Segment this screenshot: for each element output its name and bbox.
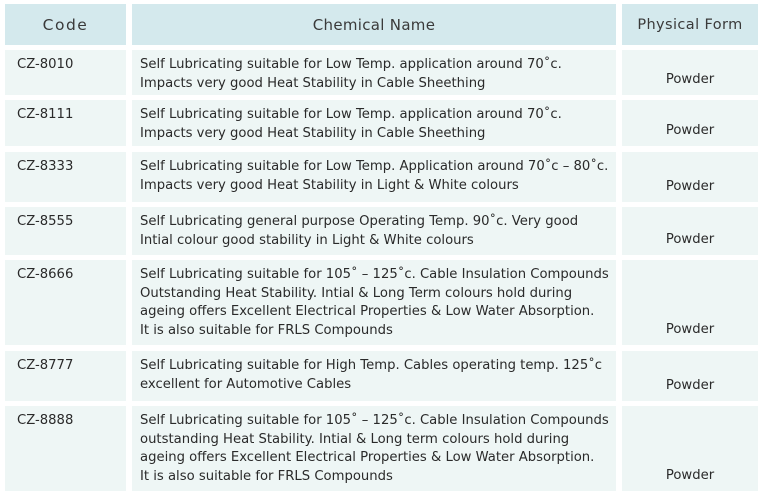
table-row-description <box>132 406 616 491</box>
physical-form-value: Powder <box>665 468 715 483</box>
table-row-description <box>132 260 616 345</box>
product-description <box>140 106 614 143</box>
description-line: Intial colour good stability in Light & White colours <box>140 232 474 248</box>
physical-form-value: Powder <box>665 322 715 337</box>
description-line: Self Lubricating suitable for 105˚ – 125˚c. Cable Insulation Compounds <box>140 413 609 428</box>
description-line: Self Lubricating suitable for Low Temp. Application around 70˚c – 80˚c. <box>140 159 609 174</box>
table-row-description <box>132 207 616 255</box>
product-description <box>140 56 614 93</box>
table-row-form <box>622 100 758 146</box>
product-code: CZ-8666 <box>17 267 74 282</box>
table-row-description <box>132 351 616 401</box>
product-description <box>140 158 614 195</box>
header-chemical-name: Chemical Name <box>132 4 616 45</box>
product-code: CZ-8777 <box>17 358 74 373</box>
physical-form-value: Powder <box>665 72 715 87</box>
description-line: It is also suitable for FRLS Compounds <box>140 468 393 484</box>
description-line: Self Lubricating suitable for 105˚ – 125˚c. Cable Insulation Compounds <box>140 267 609 282</box>
table-row-form <box>622 152 758 202</box>
description-line: Self Lubricating suitable for High Temp. Cables operating temp. 125˚c <box>140 358 603 373</box>
description-line: Impacts very good Heat Stability in Cable Sheething <box>140 125 486 141</box>
description-line: excellent for Automotive Cables <box>140 376 352 392</box>
table-row-description <box>132 100 616 146</box>
description-line: It is also suitable for FRLS Compounds <box>140 322 393 338</box>
description-line: Self Lubricating general purpose Operating Temp. 90˚c. Very good <box>140 214 579 229</box>
product-description <box>140 412 614 486</box>
header-physical-form: Physical Form <box>622 4 758 45</box>
product-code: CZ-8010 <box>17 57 74 72</box>
description-line: Self Lubricating suitable for Low Temp. application around 70˚c. <box>140 57 562 72</box>
table-row-code <box>5 207 126 255</box>
product-code: CZ-8555 <box>17 214 74 229</box>
physical-form-value: Powder <box>665 179 715 194</box>
product-description <box>140 213 614 250</box>
physical-form-value: Powder <box>665 378 715 393</box>
description-line: Impacts very good Heat Stability in Cable Sheething <box>140 75 486 91</box>
table-row-form <box>622 406 758 491</box>
product-description <box>140 266 614 340</box>
description-line: Impacts very good Heat Stability in Light & White colours <box>140 177 519 193</box>
product-description <box>140 357 614 394</box>
description-line: Self Lubricating suitable for Low Temp. application around 70˚c. <box>140 107 562 122</box>
product-code: CZ-8111 <box>17 107 74 122</box>
table-row-code <box>5 351 126 401</box>
header-code: Code <box>5 4 126 45</box>
table-row-code <box>5 50 126 95</box>
description-line: Outstanding Heat Stability. Intial & Long Term colours hold during <box>140 285 573 301</box>
table-row-form <box>622 207 758 255</box>
description-line: ageing offers Excellent Electrical Properties & Low Water Absorption. <box>140 304 595 319</box>
physical-form-value: Powder <box>665 123 715 138</box>
product-code: CZ-8888 <box>17 413 74 428</box>
table-row-description <box>132 152 616 202</box>
physical-form-value: Powder <box>665 232 715 247</box>
table-row-form <box>622 351 758 401</box>
table-row-code <box>5 100 126 146</box>
table-row-code <box>5 260 126 345</box>
description-line: ageing offers Excellent Electrical Properties & Low Water Absorption. <box>140 450 595 465</box>
product-code: CZ-8333 <box>17 159 74 174</box>
table-row-form <box>622 50 758 95</box>
table-row-description <box>132 50 616 95</box>
table-row-form <box>622 260 758 345</box>
table-row-code <box>5 152 126 202</box>
description-line: outstanding Heat Stability. Intial & Long term colours hold during <box>140 431 570 447</box>
table-row-code <box>5 406 126 491</box>
